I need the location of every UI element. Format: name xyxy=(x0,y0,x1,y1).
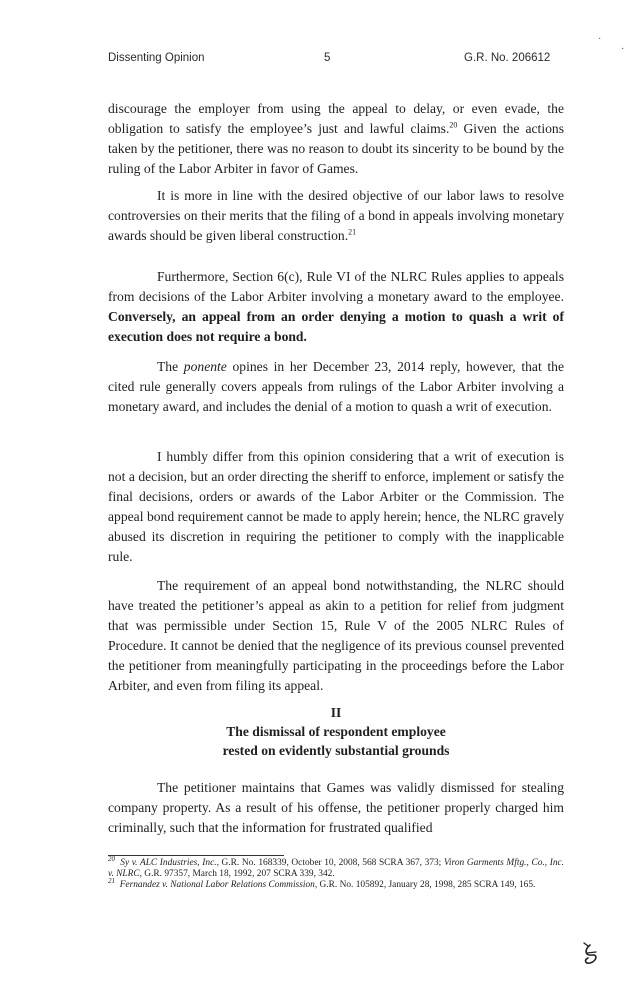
footnote-divider xyxy=(108,855,284,856)
paragraph-1-text: discourage the employer from using the appeal to delay, or even evade, the obligation to satisfy the employee’s just and lawful claims. xyxy=(108,101,564,136)
section-title-line-1: The dismissal of respondent employee xyxy=(226,724,446,739)
footnote-20-citation-2: , G.R. 97357, March 18, 1992, 207 SCRA 339, 342. xyxy=(139,869,335,880)
footnote-21-citation: , G.R. No. 105892, January 28, 1998, 285 SCRA 149, 165. xyxy=(314,880,536,891)
paragraph-5 xyxy=(108,447,564,567)
footnote-20-case-1: Sy v. ALC Industries, Inc. xyxy=(120,858,217,868)
footnote-21 xyxy=(108,877,564,891)
section-title-line-2: rested on evidently substantial grounds xyxy=(222,743,450,758)
paragraph-2 xyxy=(108,186,564,246)
paragraph-5-text: I humbly differ from this opinion considering that a writ of execution is not a decision, but an order directing the sheriff to enforce, implement or satisfy the final decisions, orders or awards of the Labor Arbiter or the Commission. The appeal bond requirement cannot be made to apply herein; hence, the NLRC gravely abused its discretion in requiring the petitioner to comply with the inapplicable rule. xyxy=(108,449,564,564)
footnote-21-number: 21 xyxy=(108,877,115,886)
footnote-20 xyxy=(108,854,565,880)
handwritten-initial-mark xyxy=(578,940,606,968)
footnote-20-case-2: Viron Garments Mftg., Co., Inc. v. NLRC xyxy=(108,858,565,880)
paragraph-7 xyxy=(108,778,564,838)
scan-speck: · xyxy=(598,34,602,45)
paragraph-6 xyxy=(108,576,564,696)
paragraph-1-text-cont: Given the actions taken by the petitioner, there was no reason to doubt its sincerity to be bound by the ruling of the Labor Arbiter in favor of Games. xyxy=(108,121,564,176)
paragraph-3 xyxy=(108,267,564,347)
scan-speck: · xyxy=(621,44,625,55)
case-number: G.R. No. 206612 xyxy=(464,52,551,64)
paragraph-2-text: It is more in line with the desired objective of our labor laws to resolve controversies on their merits that the filing of a bond in appeals involving monetary awards should be given liberal construction. xyxy=(108,188,564,243)
paragraph-4 xyxy=(108,357,564,417)
paragraph-4-text-cont: opines in her December 23, 2014 reply, however, that the cited rule generally covers appeals from rulings of the Labor Arbiter involving a monetary award, and includes the denial of a motion to quash a writ of execution. xyxy=(108,359,564,414)
footnote-ref-21: 21 xyxy=(348,227,357,237)
paragraph-6-text: The requirement of an appeal bond notwithstanding, the NLRC should have treated the petitioner’s appeal as akin to a petition for relief from judgment that was permissible under Section 15, Rule V of the 2005 NLRC Rules of Procedure. It cannot be denied that the negligence of its previous counsel prevented the petitioner from meaningfully participating in the proceedings before the Labor Arbiter, and even from filing its appeal. xyxy=(108,578,564,693)
page-number: 5 xyxy=(324,52,331,64)
paragraph-3-bold-text: Conversely, an appeal from an order denying a motion to quash a writ of execution does not require a bond. xyxy=(108,309,564,344)
paragraph-1 xyxy=(108,99,564,179)
footnote-ref-20: 20 xyxy=(449,120,458,130)
footnote-21-case: Fernandez v. National Labor Relations Commission xyxy=(119,880,315,891)
running-header-title: Dissenting Opinion xyxy=(108,52,205,64)
paragraph-3-text: Furthermore, Section 6(c), Rule VI of the NLRC Rules applies to appeals from decisions of the Labor Arbiter involving a monetary award to the employee. xyxy=(108,269,564,304)
paragraph-4-italic-text: ponente xyxy=(183,359,227,374)
section-numeral: II xyxy=(330,705,342,720)
paragraph-7-text: The petitioner maintains that Games was validly dismissed for stealing company property. As a result of his offense, the petitioner properly charged him criminally, such that the information for frustrated qualified xyxy=(108,780,564,835)
footnote-20-citation-1: , G.R. No. 168339, October 10, 2008, 568 SCRA 367, 373; xyxy=(216,858,444,868)
paragraph-4-text: The xyxy=(157,359,184,374)
footnote-20-number: 20 xyxy=(108,854,115,863)
footnotes xyxy=(108,854,565,892)
